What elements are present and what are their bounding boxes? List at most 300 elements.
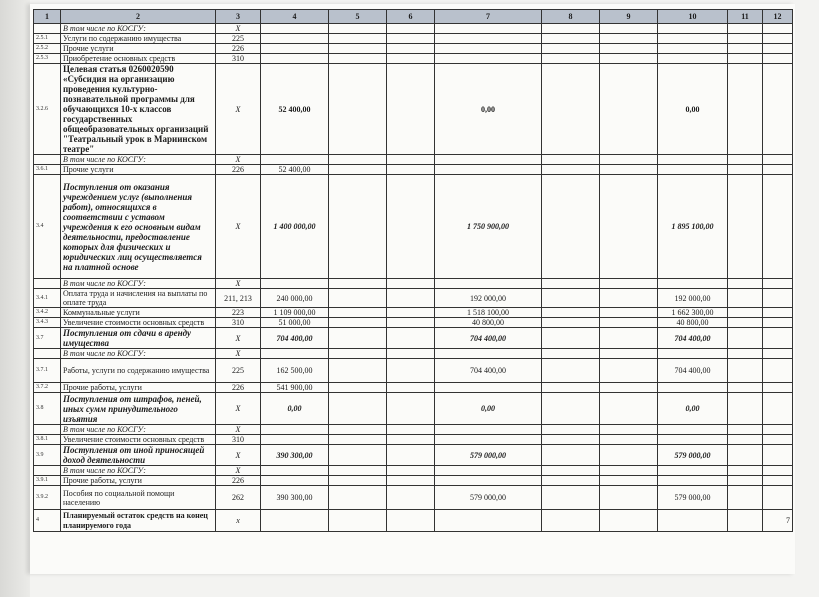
empty-col8 (542, 64, 600, 155)
value-col12 (763, 359, 793, 383)
kosgu-code: 223 (216, 308, 261, 318)
table-row (34, 383, 793, 393)
amount-col4: 1 400 000,00 (261, 175, 329, 279)
empty-col6 (387, 24, 435, 34)
value-col12 (763, 328, 793, 349)
value-col12 (763, 64, 793, 155)
table-row (34, 44, 793, 54)
empty-col9 (600, 466, 658, 476)
table-row (34, 64, 793, 155)
table-row (34, 34, 793, 44)
empty-col6 (387, 466, 435, 476)
empty-col5 (329, 435, 387, 445)
amount-col4 (261, 435, 329, 445)
empty-col8 (542, 34, 600, 44)
amount-col10: 0,00 (658, 64, 728, 155)
amount-col10 (658, 510, 728, 532)
value-col12 (763, 175, 793, 279)
empty-col11 (728, 349, 763, 359)
amount-col4 (261, 476, 329, 486)
empty-col5 (329, 165, 387, 175)
amount-col7 (435, 44, 542, 54)
row-number: 4 (34, 510, 61, 532)
amount-col4 (261, 54, 329, 64)
empty-col8 (542, 349, 600, 359)
row-name: Поступления от оказания учреждением услуг (выполнения работ), относящихся в соответствии с уставом учреждения к его основным видам деятельности, предоставление которых для физических и юридических лиц осуществляется на платной основе (61, 175, 216, 279)
kosgu-code: 211, 213 (216, 289, 261, 308)
empty-col9 (600, 318, 658, 328)
empty-col9 (600, 359, 658, 383)
amount-col4 (261, 44, 329, 54)
row-name: Планируемый остаток средств на конец планируемого года (61, 510, 216, 532)
amount-col4: 52 400,00 (261, 64, 329, 155)
kosgu-code: X (216, 175, 261, 279)
value-col12 (763, 435, 793, 445)
table-row (34, 289, 793, 308)
kosgu-code: 225 (216, 34, 261, 44)
kosgu-code: X (216, 393, 261, 425)
value-col12 (763, 445, 793, 466)
empty-col9 (600, 54, 658, 64)
value-col12 (763, 318, 793, 328)
value-col12 (763, 349, 793, 359)
amount-col4: 52 400,00 (261, 165, 329, 175)
value-col12 (763, 289, 793, 308)
amount-col10 (658, 24, 728, 34)
empty-col6 (387, 476, 435, 486)
empty-col9 (600, 510, 658, 532)
empty-col5 (329, 175, 387, 279)
kosgu-code: X (216, 349, 261, 359)
empty-col5 (329, 24, 387, 34)
amount-col4 (261, 24, 329, 34)
page-edge-shadow (0, 0, 30, 597)
empty-col6 (387, 486, 435, 510)
row-name: В том числе по КОСГУ: (61, 349, 216, 359)
empty-col11 (728, 486, 763, 510)
amount-col4 (261, 279, 329, 289)
row-number: 3.8.1 (34, 435, 61, 445)
empty-col11 (728, 425, 763, 435)
empty-col11 (728, 466, 763, 476)
row-number (34, 24, 61, 34)
value-col12 (763, 54, 793, 64)
amount-col10 (658, 435, 728, 445)
row-name: Услуги по содержанию имущества (61, 34, 216, 44)
value-col12 (763, 425, 793, 435)
row-name: Прочие услуги (61, 44, 216, 54)
row-name: В том числе по КОСГУ: (61, 279, 216, 289)
empty-col11 (728, 155, 763, 165)
table-row (34, 476, 793, 486)
empty-col8 (542, 318, 600, 328)
amount-col7 (435, 383, 542, 393)
empty-col9 (600, 289, 658, 308)
row-number: 3.4.2 (34, 308, 61, 318)
row-number: 3.7.2 (34, 383, 61, 393)
row-number: 3.2.6 (34, 64, 61, 155)
kosgu-code: X (216, 328, 261, 349)
row-name: В том числе по КОСГУ: (61, 425, 216, 435)
empty-col11 (728, 165, 763, 175)
empty-col6 (387, 175, 435, 279)
amount-col7 (435, 155, 542, 165)
empty-col8 (542, 476, 600, 486)
value-col12 (763, 393, 793, 425)
kosgu-code: 226 (216, 476, 261, 486)
row-name: Увеличение стоимости основных средств (61, 435, 216, 445)
kosgu-code: X (216, 466, 261, 476)
table-row (34, 165, 793, 175)
empty-col8 (542, 359, 600, 383)
amount-col4: 51 000,00 (261, 318, 329, 328)
table-row (34, 466, 793, 476)
empty-col11 (728, 476, 763, 486)
amount-col10 (658, 425, 728, 435)
table-row (34, 349, 793, 359)
empty-col11 (728, 34, 763, 44)
empty-col11 (728, 510, 763, 532)
table-row (34, 445, 793, 466)
col-header-7: 7 (435, 10, 542, 24)
empty-col9 (600, 476, 658, 486)
value-col12 (763, 24, 793, 34)
amount-col4: 240 000,00 (261, 289, 329, 308)
empty-col9 (600, 155, 658, 165)
row-number (34, 279, 61, 289)
empty-col9 (600, 328, 658, 349)
empty-col5 (329, 349, 387, 359)
value-col12 (763, 466, 793, 476)
col-header-2: 2 (61, 10, 216, 24)
row-name: Увеличение стоимости основных средств (61, 318, 216, 328)
empty-col6 (387, 165, 435, 175)
header-row (34, 10, 793, 24)
amount-col7 (435, 476, 542, 486)
value-col12 (763, 486, 793, 510)
kosgu-code: X (216, 425, 261, 435)
amount-col7 (435, 349, 542, 359)
empty-col6 (387, 318, 435, 328)
row-name: В том числе по КОСГУ: (61, 24, 216, 34)
empty-col5 (329, 44, 387, 54)
amount-col7 (435, 279, 542, 289)
amount-col4: 1 109 000,00 (261, 308, 329, 318)
empty-col5 (329, 279, 387, 289)
row-name: Прочие услуги (61, 165, 216, 175)
amount-col10: 1 895 100,00 (658, 175, 728, 279)
row-number: 3.9.1 (34, 476, 61, 486)
empty-col6 (387, 383, 435, 393)
empty-col8 (542, 383, 600, 393)
row-number (34, 466, 61, 476)
amount-col7 (435, 435, 542, 445)
amount-col7: 704 400,00 (435, 328, 542, 349)
amount-col4 (261, 466, 329, 476)
col-header-4: 4 (261, 10, 329, 24)
empty-col8 (542, 165, 600, 175)
empty-col11 (728, 359, 763, 383)
empty-col5 (329, 445, 387, 466)
table-row (34, 279, 793, 289)
kosgu-code: 226 (216, 44, 261, 54)
empty-col9 (600, 44, 658, 54)
table-row (34, 308, 793, 318)
table-row (34, 486, 793, 510)
kosgu-code: 310 (216, 318, 261, 328)
empty-col6 (387, 289, 435, 308)
empty-col8 (542, 510, 600, 532)
value-col12 (763, 279, 793, 289)
empty-col6 (387, 393, 435, 425)
col-header-5: 5 (329, 10, 387, 24)
empty-col6 (387, 44, 435, 54)
row-name: Целевая статья 0260020590 «Субсидия на организацию проведения культурно-познавательной программы для обучающихся 10-х классов государственных общеобразовательных организаций "Театральный урок в Мариинском театре" (61, 64, 216, 155)
col-header-8: 8 (542, 10, 600, 24)
amount-col4: 162 500,00 (261, 359, 329, 383)
amount-col7 (435, 165, 542, 175)
col-header-6: 6 (387, 10, 435, 24)
empty-col5 (329, 466, 387, 476)
col-header-12: 12 (763, 10, 793, 24)
amount-col4: 390 300,00 (261, 486, 329, 510)
row-name: Работы, услуги по содержанию имущества (61, 359, 216, 383)
amount-col10 (658, 44, 728, 54)
empty-col8 (542, 54, 600, 64)
amount-col4: 704 400,00 (261, 328, 329, 349)
amount-col10 (658, 349, 728, 359)
value-col12: 7 (763, 510, 793, 532)
row-number: 3.6.1 (34, 165, 61, 175)
row-name: Прочие работы, услуги (61, 383, 216, 393)
row-number: 3.4.1 (34, 289, 61, 308)
empty-col11 (728, 393, 763, 425)
row-number: 3.4 (34, 175, 61, 279)
amount-col7 (435, 34, 542, 44)
empty-col5 (329, 34, 387, 44)
amount-col10 (658, 279, 728, 289)
amount-col4 (261, 349, 329, 359)
table-row (34, 510, 793, 532)
empty-col6 (387, 425, 435, 435)
empty-col11 (728, 24, 763, 34)
empty-col11 (728, 328, 763, 349)
empty-col6 (387, 279, 435, 289)
kosgu-code: X (216, 279, 261, 289)
empty-col11 (728, 175, 763, 279)
empty-col8 (542, 393, 600, 425)
empty-col8 (542, 44, 600, 54)
amount-col7: 579 000,00 (435, 486, 542, 510)
row-name: В том числе по КОСГУ: (61, 155, 216, 165)
table-row (34, 425, 793, 435)
amount-col7: 704 400,00 (435, 359, 542, 383)
empty-col5 (329, 486, 387, 510)
amount-col7 (435, 425, 542, 435)
empty-col8 (542, 289, 600, 308)
amount-col10: 704 400,00 (658, 359, 728, 383)
row-name: Поступления от иной приносящей доход деятельности (61, 445, 216, 466)
empty-col5 (329, 289, 387, 308)
empty-col8 (542, 155, 600, 165)
row-name: Поступления от сдачи в аренду имущества (61, 328, 216, 349)
financial-plan-table (33, 9, 793, 532)
empty-col11 (728, 64, 763, 155)
empty-col8 (542, 445, 600, 466)
col-header-9: 9 (600, 10, 658, 24)
empty-col8 (542, 466, 600, 476)
empty-col5 (329, 383, 387, 393)
amount-col10 (658, 34, 728, 44)
amount-col4 (261, 34, 329, 44)
amount-col7: 40 800,00 (435, 318, 542, 328)
empty-col9 (600, 175, 658, 279)
empty-col6 (387, 155, 435, 165)
amount-col7: 1 518 100,00 (435, 308, 542, 318)
empty-col8 (542, 308, 600, 318)
empty-col6 (387, 510, 435, 532)
empty-col6 (387, 64, 435, 155)
value-col12 (763, 165, 793, 175)
row-number: 3.9 (34, 445, 61, 466)
kosgu-code: X (216, 24, 261, 34)
empty-col8 (542, 486, 600, 510)
row-number: 2.5.2 (34, 44, 61, 54)
empty-col8 (542, 24, 600, 34)
row-number (34, 425, 61, 435)
kosgu-code: X (216, 64, 261, 155)
empty-col8 (542, 175, 600, 279)
amount-col10 (658, 383, 728, 393)
kosgu-code: 310 (216, 435, 261, 445)
empty-col9 (600, 34, 658, 44)
table-row (34, 175, 793, 279)
amount-col7 (435, 510, 542, 532)
row-number: 3.8 (34, 393, 61, 425)
table-row (34, 393, 793, 425)
empty-col6 (387, 359, 435, 383)
amount-col7 (435, 24, 542, 34)
empty-col9 (600, 349, 658, 359)
row-name: Поступления от штрафов, пеней, иных сумм принудительного изъятия (61, 393, 216, 425)
empty-col9 (600, 24, 658, 34)
col-header-3: 3 (216, 10, 261, 24)
row-name: Прочие работы, услуги (61, 476, 216, 486)
empty-col8 (542, 425, 600, 435)
row-name: Коммунальные услуги (61, 308, 216, 318)
empty-col11 (728, 435, 763, 445)
col-header-1: 1 (34, 10, 61, 24)
empty-col9 (600, 435, 658, 445)
kosgu-code: 226 (216, 383, 261, 393)
empty-col9 (600, 445, 658, 466)
empty-col9 (600, 64, 658, 155)
empty-col5 (329, 476, 387, 486)
empty-col8 (542, 279, 600, 289)
amount-col4: 541 900,00 (261, 383, 329, 393)
empty-col8 (542, 328, 600, 349)
empty-col5 (329, 359, 387, 383)
empty-col6 (387, 308, 435, 318)
amount-col10 (658, 165, 728, 175)
table-row (34, 24, 793, 34)
row-number (34, 349, 61, 359)
row-number: 3.9.2 (34, 486, 61, 510)
table-row (34, 155, 793, 165)
kosgu-code: 262 (216, 486, 261, 510)
empty-col9 (600, 165, 658, 175)
kosgu-code: x (216, 510, 261, 532)
empty-col9 (600, 383, 658, 393)
value-col12 (763, 34, 793, 44)
table-body (34, 10, 793, 532)
empty-col5 (329, 425, 387, 435)
row-number: 2.5.1 (34, 34, 61, 44)
empty-col5 (329, 393, 387, 425)
row-name: Оплата труда и начисления на выплаты по оплате труда (61, 289, 216, 308)
amount-col4: 390 300,00 (261, 445, 329, 466)
empty-col9 (600, 308, 658, 318)
amount-col7: 0,00 (435, 64, 542, 155)
kosgu-code: 225 (216, 359, 261, 383)
value-col12 (763, 308, 793, 318)
empty-col6 (387, 54, 435, 64)
empty-col5 (329, 308, 387, 318)
amount-col10 (658, 476, 728, 486)
amount-col10: 40 800,00 (658, 318, 728, 328)
table-row (34, 54, 793, 64)
col-header-11: 11 (728, 10, 763, 24)
row-number: 3.7.1 (34, 359, 61, 383)
row-name: Приобретение основных средств (61, 54, 216, 64)
amount-col4: 0,00 (261, 393, 329, 425)
empty-col6 (387, 328, 435, 349)
empty-col11 (728, 279, 763, 289)
empty-col11 (728, 445, 763, 466)
amount-col4 (261, 155, 329, 165)
empty-col5 (329, 318, 387, 328)
empty-col8 (542, 435, 600, 445)
amount-col10: 579 000,00 (658, 486, 728, 510)
amount-col10: 192 000,00 (658, 289, 728, 308)
table-row (34, 328, 793, 349)
amount-col10 (658, 466, 728, 476)
table-row (34, 435, 793, 445)
value-col12 (763, 44, 793, 54)
row-number: 3.7 (34, 328, 61, 349)
amount-col10 (658, 54, 728, 64)
amount-col7: 1 750 900,00 (435, 175, 542, 279)
empty-col11 (728, 44, 763, 54)
kosgu-code: X (216, 155, 261, 165)
empty-col5 (329, 54, 387, 64)
row-name: В том числе по КОСГУ: (61, 466, 216, 476)
kosgu-code: 226 (216, 165, 261, 175)
empty-col11 (728, 383, 763, 393)
table-row (34, 359, 793, 383)
empty-col5 (329, 64, 387, 155)
row-name: Пособия по социальной помощи населению (61, 486, 216, 510)
amount-col10: 0,00 (658, 393, 728, 425)
empty-col6 (387, 445, 435, 466)
kosgu-code: 310 (216, 54, 261, 64)
row-number (34, 155, 61, 165)
empty-col11 (728, 54, 763, 64)
empty-col9 (600, 486, 658, 510)
value-col12 (763, 476, 793, 486)
empty-col5 (329, 155, 387, 165)
amount-col10: 579 000,00 (658, 445, 728, 466)
